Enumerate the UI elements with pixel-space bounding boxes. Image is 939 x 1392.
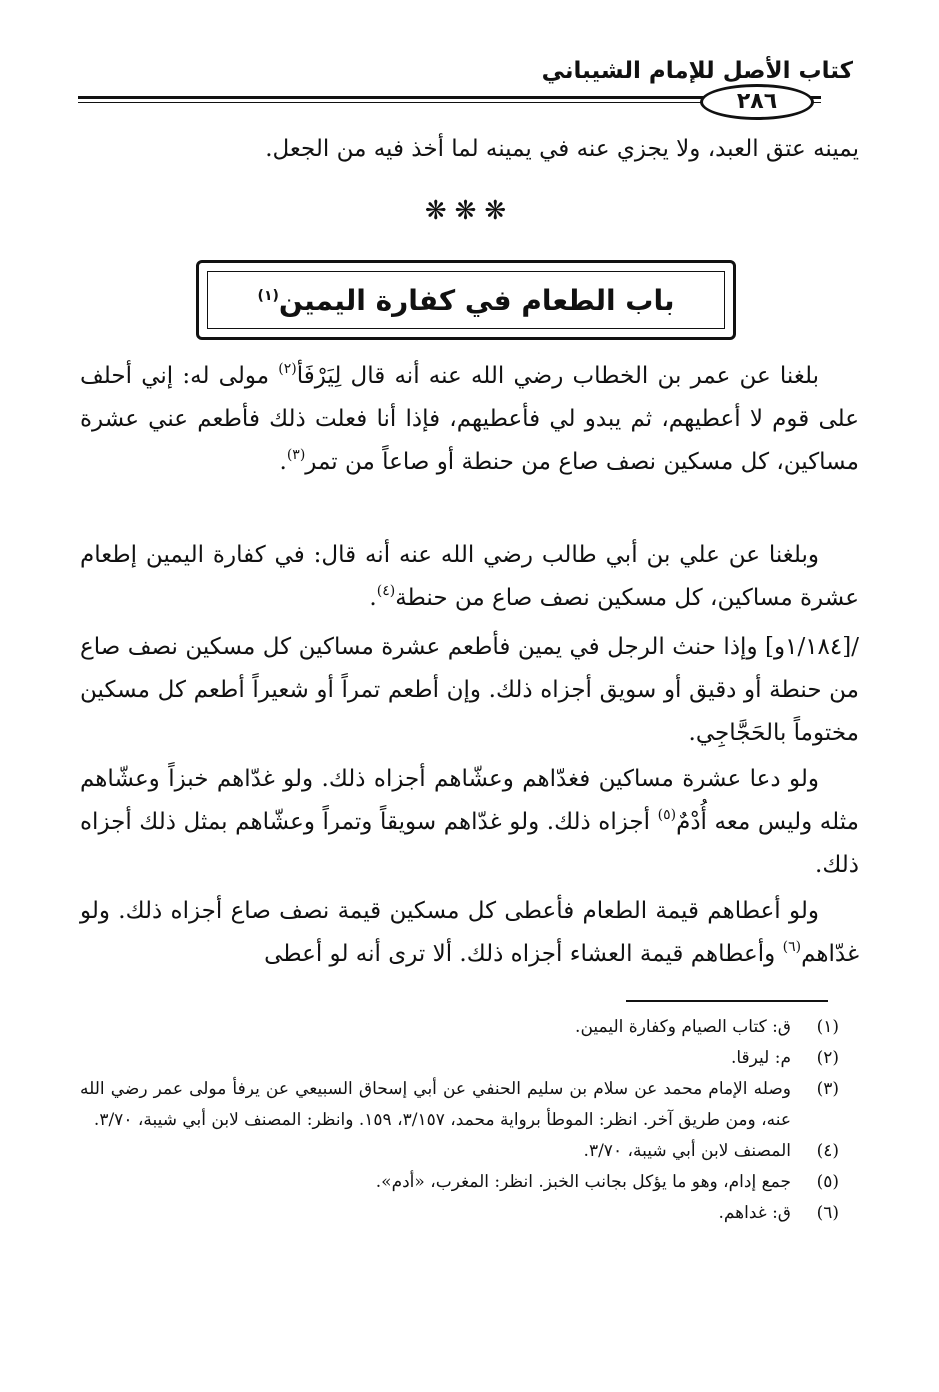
footnote-ref-3: (٣): [286, 447, 306, 464]
footnote-item: [80, 1198, 839, 1229]
footnote-text: جمع إدام، وهو ما يؤكل بجانب الخبز. انظر: المغرب، «أدم».: [375, 1172, 791, 1192]
footnote-text: وصله الإمام محمد عن سلام بن سليم الحنفي عن أبي إسحاق السبيعي عن يرفأ مولى عمر رضي الله عنه، ومن طريق آخر. انظر: الموطأ برواية محمد، ٣/١٥٧، ١٥٩. وانظر: المصنف لابن أبي شيبة، ٣/٧٠.: [80, 1079, 791, 1130]
paragraph-umar: [80, 355, 859, 484]
footnote-text: ق: كتاب الصيام وكفارة اليمين.: [575, 1017, 791, 1037]
running-title: كتاب الأصل للإمام الشيباني: [541, 58, 853, 84]
chapter-title-frame: [196, 260, 736, 340]
footnote-item: [80, 1167, 839, 1198]
footnote-number: (١): [816, 1017, 839, 1037]
chapter-title: [258, 284, 675, 317]
footnote-item: [80, 1074, 839, 1136]
paragraph-umar-part2: مولى له: إني أحلف على قوم لا أعطيهم، ثم يبدو لي فأعطيهم، فإذا أنا فعلت ذلك فأطعم عني عشرة مساكين، كل مسكين نصف صاع من حنطة أو صاعاً من تمر: [80, 363, 859, 475]
footnote-ref-4: (٤): [376, 583, 396, 600]
footnote-number: (٤): [816, 1141, 839, 1161]
footnote-item: [80, 1136, 839, 1167]
paragraph-umar-part3: .: [279, 449, 287, 475]
paragraph-lunch-dinner: [80, 758, 859, 887]
footnote-ref-5: (٥): [657, 807, 677, 824]
footnote-ref-2: (٢): [278, 361, 297, 378]
paragraph-umar-part1: بلغنا عن عمر بن الخطاب رضي الله عنه أنه قال لِيَرْفَأ: [296, 363, 819, 389]
footnote-separator-rule: [626, 1000, 828, 1002]
paragraph-lunch-dinner-part2: أجزاه ذلك. ولو غدّاهم سويقاً وتمراً وعشّاهم بمثل ذلك أجزاه ذلك.: [80, 809, 859, 878]
footnote-number: (٣): [816, 1079, 839, 1099]
paragraph-ali-part2: .: [369, 585, 377, 611]
footnotes: [80, 1012, 839, 1229]
paragraph-continued: يمينه عتق العبد، ولا يجزي عنه في يمينه لما أخذ فيه من الجعل.: [265, 136, 859, 162]
paragraph-value-part2: وأعطاهم قيمة العشاء أجزاه ذلك. ألا ترى أنه لو أعطى: [264, 941, 783, 967]
chapter-title-inner-frame: [207, 271, 725, 329]
paragraph-value: [80, 890, 859, 976]
footnote-ref-1: (١): [257, 287, 279, 304]
paragraph-lunch-dinner-part1: ولو دعا عشرة مساكين فغدّاهم وعشّاهم أجزاه ذلك. ولو غدّاهم خبزاً وعشّاهم مثله وليس معه أُدْمٌ: [80, 766, 859, 835]
paragraph-ali: [80, 534, 859, 620]
footnote-text: المصنف لابن أبي شيبة، ٣/٧٠.: [583, 1141, 791, 1161]
paragraph-ali-part1: وبلغنا عن علي بن أبي طالب رضي الله عنه أنه قال: في كفارة اليمين إطعام عشرة مساكين، كل مسكين نصف صاع من حنطة: [80, 542, 859, 611]
paragraph-oath-breach: /[١/١٨٤و] وإذا حنث الرجل في يمين فأطعم عشرة مساكين كل مسكين نصف صاع من حنطة أو دقيق أو سويق أجزاه ذلك. وإن أطعم تمراً أو شعيراً أطعم كل مسكين مختوماً بالحَجَّاجِي.: [80, 634, 859, 746]
page-number: ٢٨٦: [700, 84, 814, 120]
footnote-number: (٢): [816, 1048, 839, 1068]
footnote-number: (٦): [816, 1203, 839, 1223]
section-separator: ❋❋❋: [424, 196, 515, 226]
paragraph-value-part1: ولو أعطاهم قيمة الطعام فأعطى كل مسكين قيمة نصف صاع أجزاه ذلك. ولو غدّاهم: [80, 898, 859, 967]
footnote-item: [80, 1043, 839, 1074]
footnote-text: م: ليرقا.: [730, 1048, 791, 1068]
footnote-item: [80, 1012, 839, 1043]
footnote-ref-6: (٦): [782, 939, 802, 956]
chapter-title-text: باب الطعام في كفارة اليمين: [278, 283, 675, 317]
footnote-text: ق: غداهم.: [718, 1203, 791, 1223]
footnote-number: (٥): [816, 1172, 839, 1192]
